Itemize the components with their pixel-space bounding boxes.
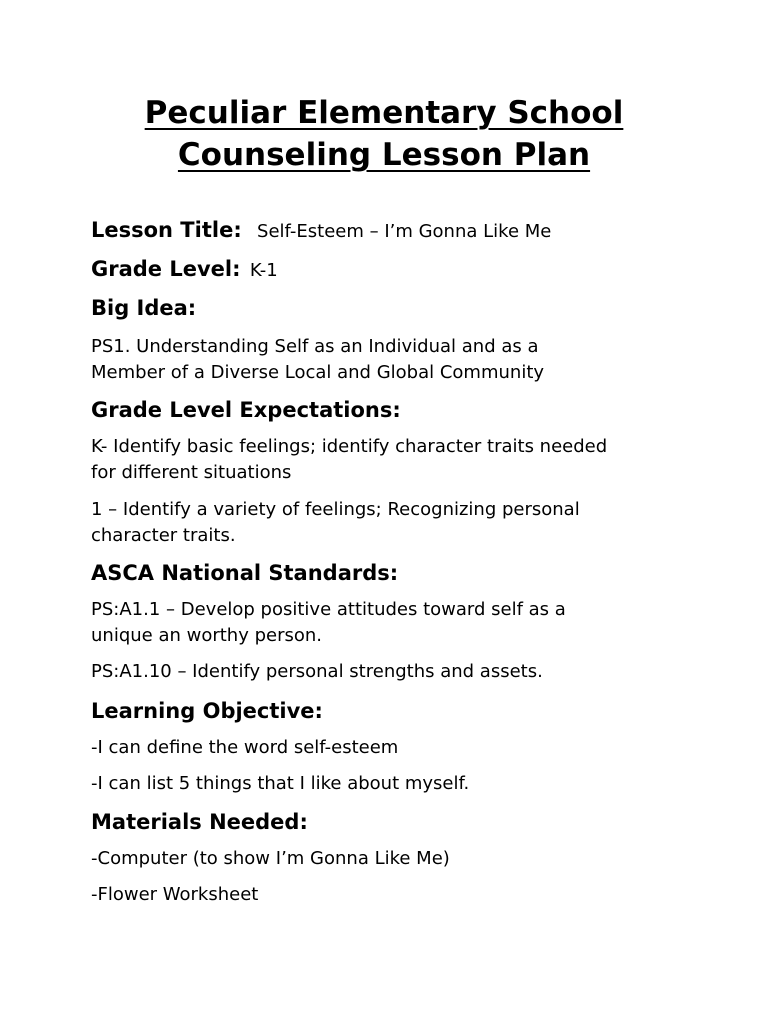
document-title-line-1: Peculiar Elementary School: [144, 95, 624, 131]
grade-level-label: Grade Level:: [91, 257, 241, 281]
learning-objective-item: -I can list 5 things that I like about myself.: [91, 773, 470, 794]
grade-level-value: K-1: [249, 260, 278, 281]
standard-line: PS:A1.10 – Identify personal strengths and assets.: [91, 661, 543, 682]
asca-standard-a1-10: [91, 659, 691, 685]
expectation-line: K- Identify basic feelings; identify character traits needed: [91, 436, 608, 457]
learning-objective-item: -I can define the word self-esteem: [91, 737, 399, 758]
big-idea-text: [91, 334, 691, 386]
standard-line: PS:A1.1 – Develop positive attitudes toward self as a: [91, 599, 566, 620]
materials-item: -Flower Worksheet: [91, 884, 259, 905]
materials-item: -Computer (to show I’m Gonna Like Me): [91, 848, 450, 869]
expectation-first-grade: [91, 497, 691, 549]
standard-line: unique an worthy person.: [91, 625, 323, 646]
big-idea-line: Member of a Diverse Local and Global Community: [91, 362, 545, 383]
document-title-line-2: Counseling Lesson Plan: [177, 137, 591, 173]
materials-needed-heading: Materials Needed:: [91, 810, 308, 834]
lesson-title-value: Self-Esteem – I’m Gonna Like Me: [257, 221, 552, 242]
expectation-line: character traits.: [91, 525, 236, 546]
expectation-line: for different situations: [91, 462, 292, 483]
expectation-line: 1 – Identify a variety of feelings; Recognizing personal: [91, 499, 580, 520]
grade-level-expectations-heading: Grade Level Expectations:: [91, 398, 401, 422]
big-idea-heading: Big Idea:: [91, 296, 197, 320]
big-idea-line: PS1. Understanding Self as an Individual and as a: [91, 336, 539, 357]
asca-standards-heading: ASCA National Standards:: [91, 561, 399, 585]
lesson-title-row: [91, 216, 551, 246]
learning-objective-heading: Learning Objective:: [91, 699, 323, 723]
asca-standard-a1-1: [91, 597, 691, 649]
lesson-title-label: Lesson Title:: [91, 218, 242, 242]
expectation-kindergarten: [91, 434, 691, 486]
grade-level-row: [91, 255, 278, 285]
